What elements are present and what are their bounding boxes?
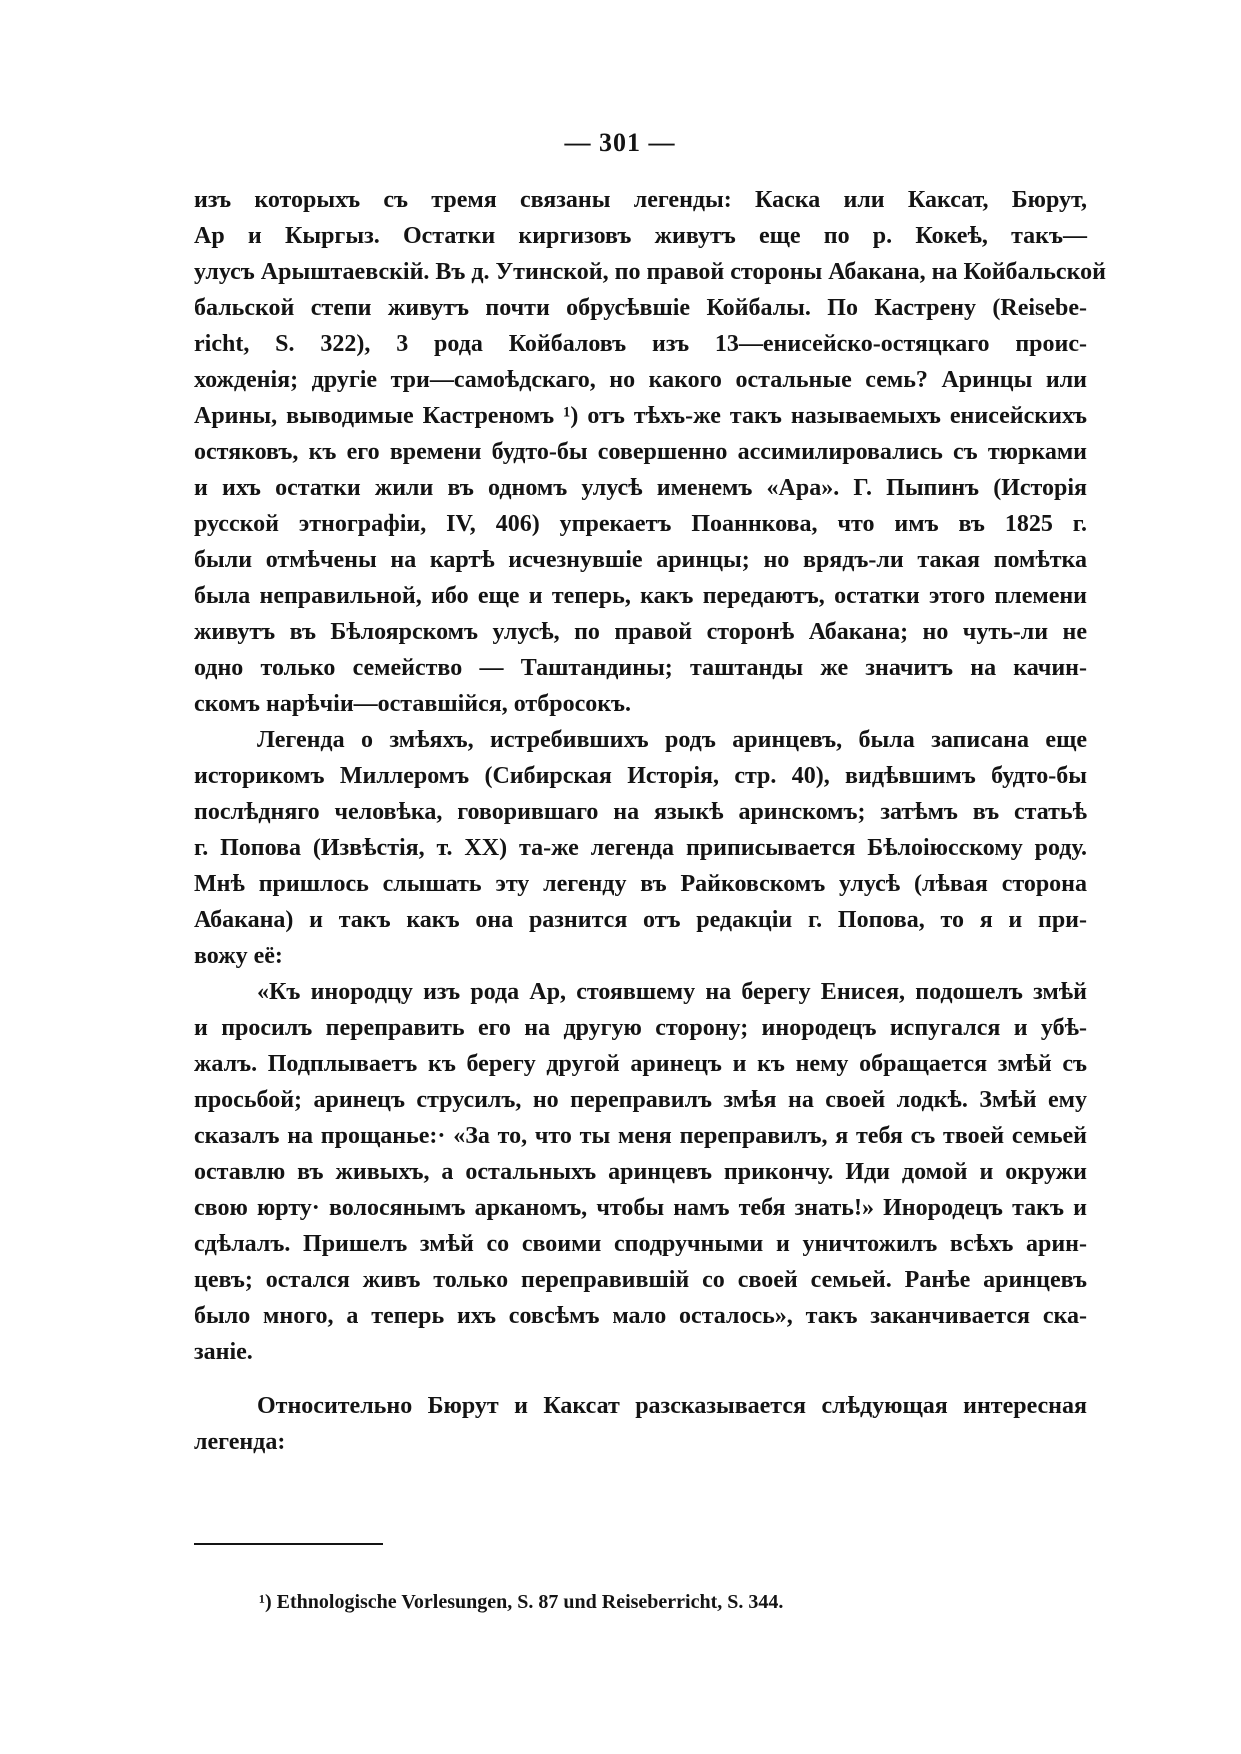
text-line: русской этнографіи, IV, 406) упрекаетъ Поаннкова, что имъ въ 1825 г.: [194, 511, 1087, 537]
text-line: Абакана) и такъ какъ она разнится отъ редакціи г. Попова, то я и при-: [194, 907, 1087, 933]
text-line: послѣдняго человѣка, говорившаго на языкѣ аринскомъ; затѣмъ въ статьѣ: [194, 799, 1087, 825]
paragraph-3: [194, 974, 1087, 1370]
text-line: и ихъ остатки жили въ одномъ улусѣ именемъ «Ара». Г. Пыпинъ (Исторія: [194, 475, 1087, 501]
text-line: сдѣлалъ. Пришелъ змѣй со своими сподручными и уничтожилъ всѣхъ арин-: [194, 1231, 1087, 1257]
text-line: Относительно Бюрут и Каксат разсказывается слѣдующая интересная: [257, 1393, 1087, 1419]
text-line: было много, а теперь ихъ совсѣмъ мало осталось», такъ заканчивается ска-: [194, 1303, 1087, 1329]
text-line: свою юрту· волосянымъ арканомъ, чтобы намъ тебя знать!» Инородецъ такъ и: [194, 1195, 1087, 1221]
text-line: вожу её:: [194, 943, 283, 969]
text-line: историкомъ Миллеромъ (Сибирская Исторія, стр. 40), видѣвшимъ будто-бы: [194, 763, 1087, 789]
text-line: Легенда о змѣяхъ, истребившихъ родъ аринцевъ, была записана еще: [257, 727, 1087, 753]
text-line: улусъ Арыштаевскій. Въ д. Утинской, по правой стороны Абакана, на Койбальской: [194, 259, 1106, 285]
footnote-divider: [194, 1543, 383, 1545]
paragraph-4: [194, 1388, 1087, 1460]
text-line: заніе.: [194, 1339, 253, 1365]
text-line: Ар и Кыргыз. Остатки киргизовъ живутъ еще по р. Кокеѣ, такъ—: [194, 223, 1087, 249]
text-line: и просилъ переправить его на другую сторону; инородецъ испугался и убѣ-: [194, 1015, 1087, 1041]
text-line: была неправильной, ибо еще и теперь, какъ передаютъ, остатки этого племени: [194, 583, 1087, 609]
text-line: легенда:: [194, 1429, 286, 1455]
text-line: Мнѣ пришлось слышать эту легенду въ Райковскомъ улусѣ (лѣвая сторона: [194, 871, 1087, 897]
text-line: richt, S. 322), 3 рода Койбаловъ изъ 13—енисейско-остяцкаго проис-: [194, 331, 1087, 357]
text-line: «Къ инородцу изъ рода Ар, стоявшему на берегу Енисея, подошелъ змѣй: [257, 979, 1087, 1005]
paragraph-2: [194, 722, 1087, 974]
text-line: г. Попова (Извѣстія, т. XX) та-же легенда приписывается Бѣлоіюсскому роду.: [194, 835, 1087, 861]
text-line: цевъ; остался живъ только переправившій со своей семьей. Ранѣе аринцевъ: [194, 1267, 1087, 1293]
text-line: скомъ нарѣчіи—оставшійся, отбросокъ.: [194, 691, 632, 717]
text-line: живутъ въ Бѣлоярскомъ улусѣ, по правой сторонѣ Абакана; но чуть-ли не: [194, 619, 1087, 645]
page-number: — 301 —: [564, 128, 676, 157]
text-line: одно только семейство — Таштандины; таштанды же значитъ на качин-: [194, 655, 1087, 681]
footnote: ¹) Ethnologische Vorlesungen, S. 87 und Reiseberricht, S. 344.: [259, 1591, 784, 1613]
text-line: изъ которыхъ съ тремя связаны легенды: Каска или Каксат, Бюрут,: [194, 187, 1087, 213]
text-line: остяковъ, къ его времени будто-бы совершенно ассимилировались съ тюрками: [194, 439, 1087, 465]
text-line: просьбой; аринецъ струсилъ, но переправилъ змѣя на своей лодкѣ. Змѣй ему: [194, 1087, 1087, 1113]
text-line: были отмѣчены на картѣ исчезнувшіе аринцы; но врядъ-ли такая помѣтка: [194, 547, 1087, 573]
text-line: сказалъ на прощанье:· «За то, что ты меня переправилъ, я тебя съ твоей семьей: [194, 1123, 1087, 1149]
text-line: хожденія; другіе три—самоѣдскаго, но какого остальные семь? Аринцы или: [194, 367, 1087, 393]
text-line: бальской степи живутъ почти обрусѣвшіе Койбалы. По Кастрену (Reisebe-: [194, 295, 1087, 321]
paragraph-1: [194, 182, 1106, 722]
text-line: Арины, выводимые Кастреномъ ¹) отъ тѣхъ-же такъ называемыхъ енисейскихъ: [194, 403, 1087, 429]
text-line: оставлю въ живыхъ, а остальныхъ аринцевъ прикончу. Иди домой и окружи: [194, 1159, 1087, 1185]
text-line: жалъ. Подплываетъ къ берегу другой аринецъ и къ нему обращается змѣй съ: [194, 1051, 1087, 1077]
